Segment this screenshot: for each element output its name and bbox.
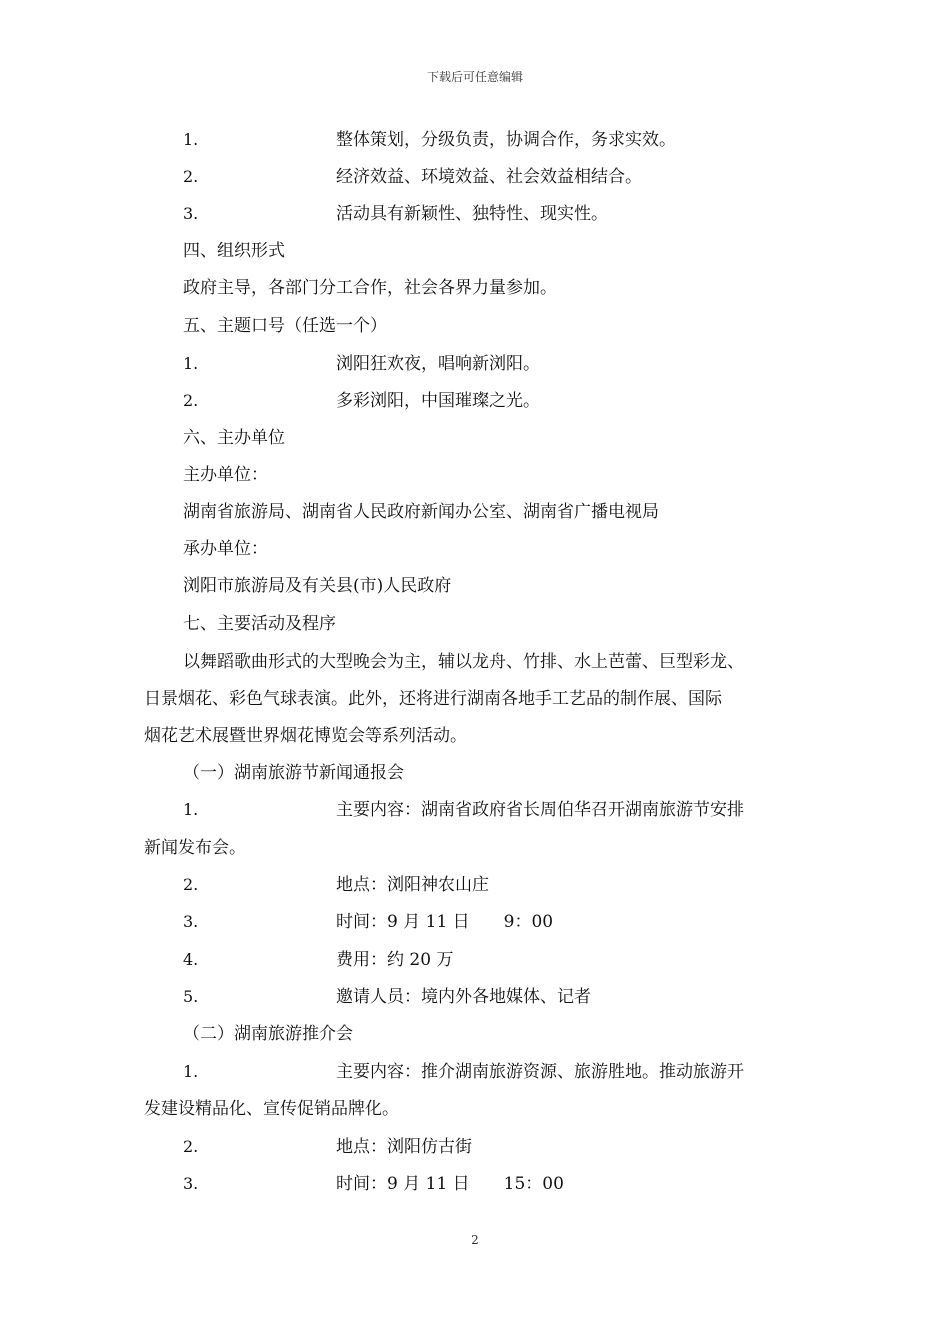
- list-item-continuation: 新闻发布会。: [144, 838, 246, 858]
- page-number: 2: [471, 1233, 479, 1247]
- list-item: 活动具有新颖性、独特性、现实性。: [336, 204, 608, 224]
- organizer-label: 承办单位：: [183, 539, 268, 559]
- list-number: 2.: [183, 167, 199, 186]
- page-header: 下载后可任意编辑: [426, 70, 523, 84]
- intro-line: 以舞蹈歌曲形式的大型晚会为主，辅以龙舟、竹排、水上芭蕾、巨型彩龙、: [183, 652, 744, 672]
- list-item: 邀请人员：境内外各地媒体、记者: [336, 987, 591, 1007]
- list-number: 1.: [183, 354, 199, 373]
- section-heading: 七、主要活动及程序: [183, 614, 336, 634]
- list-item: 主要内容：湖南省政府省长周伯华召开湖南旅游节安排: [336, 800, 744, 820]
- list-number: 4.: [183, 950, 199, 969]
- host-value: 湖南省旅游局、湖南省人民政府新闻办公室、湖南省广播电视局: [183, 502, 659, 522]
- list-item: 整体策划，分级负责，协调合作，务求实效。: [336, 130, 676, 150]
- list-number: 2.: [183, 391, 199, 410]
- list-item: 费用：约 20 万: [336, 950, 454, 970]
- list-item: 主要内容：推介湖南旅游资源、旅游胜地。推动旅游开: [336, 1062, 744, 1082]
- organizer-value: 浏阳市旅游局及有关县(市)人民政府: [183, 576, 452, 596]
- list-item: 时间：9 月 11 日 15：00: [336, 1174, 564, 1194]
- list-item: 地点：浏阳神农山庄: [336, 875, 489, 895]
- host-label: 主办单位：: [183, 465, 268, 485]
- list-item: 经济效益、环境效益、社会效益相结合。: [336, 167, 642, 187]
- intro-line: 日景烟花、彩色气球表演。此外，还将进行湖南各地手工艺品的制作展、国际: [144, 689, 722, 709]
- list-number: 1.: [183, 800, 199, 819]
- list-number: 2.: [183, 1137, 199, 1156]
- list-item-continuation: 发建设精品化、宣传促销品牌化。: [144, 1099, 399, 1119]
- list-number: 3.: [183, 1174, 199, 1193]
- subsection-heading: （二）湖南旅游推介会: [183, 1024, 353, 1044]
- list-number: 3.: [183, 912, 199, 931]
- list-item: 地点：浏阳仿古街: [336, 1137, 472, 1157]
- list-number: 1.: [183, 1062, 199, 1081]
- section-heading: 四、组织形式: [183, 241, 285, 261]
- intro-line: 烟花艺术展暨世界烟花博览会等系列活动。: [144, 726, 467, 746]
- list-item: 多彩浏阳，中国璀璨之光。: [336, 391, 540, 411]
- list-number: 1.: [183, 130, 199, 149]
- subsection-heading: （一）湖南旅游节新闻通报会: [183, 763, 404, 783]
- list-number: 3.: [183, 204, 199, 223]
- list-item: 浏阳狂欢夜，唱响新浏阳。: [336, 354, 540, 374]
- section-heading: 六、主办单位: [183, 428, 285, 448]
- list-item: 时间：9 月 11 日 9：00: [336, 912, 554, 932]
- list-number: 5.: [183, 987, 199, 1006]
- paragraph: 政府主导，各部门分工合作，社会各界力量参加。: [183, 278, 557, 298]
- section-heading: 五、主题口号（任选一个）: [183, 316, 387, 336]
- list-number: 2.: [183, 875, 199, 894]
